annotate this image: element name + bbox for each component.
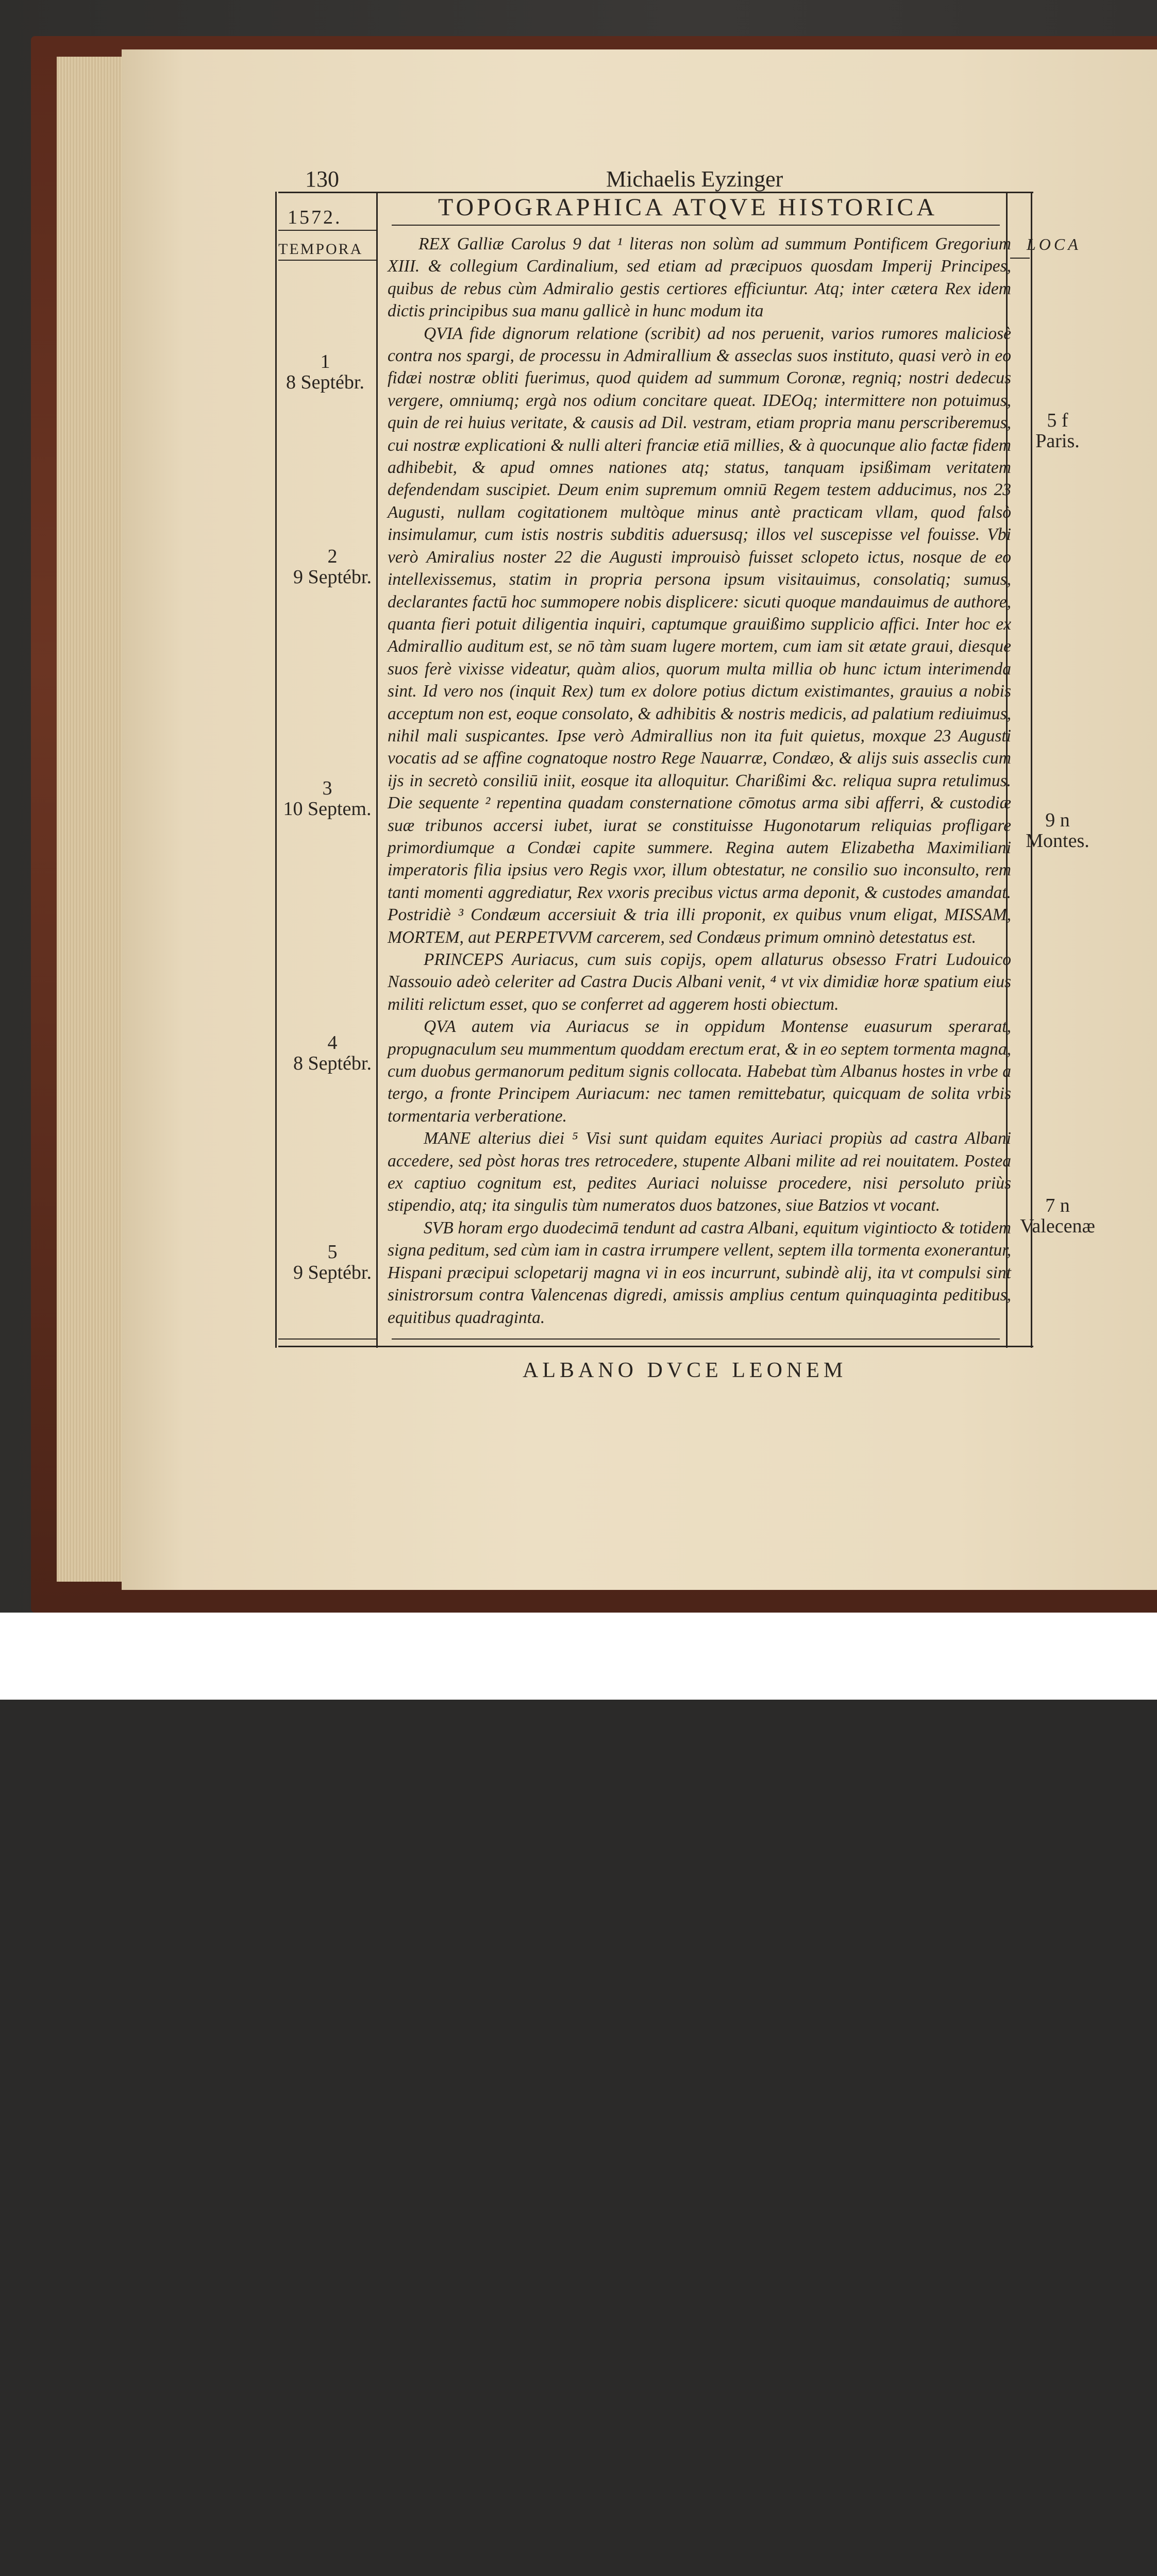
note-number: 7 n xyxy=(1045,1195,1070,1216)
place-text: Valecenæ xyxy=(1020,1215,1095,1237)
paragraph: QVA autem via Auriacus se in oppidum Montense euasurum sperarat, propugnaculum seu mummentum quoddam erectum erat, & in eo septem tormenta magna, cum duobus germanorum peditum signis collocata. Habebat tùm Albanus hostes in vrbe a tergo, a fronte Principem Auriacum: nec tamen remittebatur, quicquam de solita vrbis tormentaria verberatione. xyxy=(388,1017,1011,1126)
body-text xyxy=(388,233,1011,1329)
page-number: 130 xyxy=(305,166,339,192)
tempora-rule xyxy=(278,260,376,261)
date-text: 8 Septébr. xyxy=(286,371,364,393)
loca-rule xyxy=(1010,258,1030,259)
running-head-author: Michaelis Eyzinger xyxy=(606,166,783,192)
year-rule xyxy=(278,230,376,231)
year-label: 1572. xyxy=(288,207,342,228)
margin-date xyxy=(271,351,379,393)
margin-date xyxy=(278,546,387,587)
right-border xyxy=(1031,192,1032,1348)
date-text: 10 Septem. xyxy=(283,798,372,820)
body-bottom-rule xyxy=(392,1338,1000,1340)
paragraph: QVIA fide dignorum relatione (scribit) ad nos peruenit, varios rumores maliciosè contra nos spargi, de processu in Admirallium & asseclas suos instituto, quasi verò in eo fidæi nostræ obliti fuerimus, quod quidem ad summum Coronæ, regniq; nostri dedecus vergere, omniumq; ergà nos odium concitare queat. IDEOq; intermittere non potuimus, quin de rei huius veritate, & causis ad Dil. vestram, etiam propria manu perscriberemus, cui nostræ explicationi & nulli alteri franciæ etiā millies, & à quocunque alio factæ fidem adhibebit, & apud omnes nationes atq; status, tanquam ipsißimam veritatem defendendam suscipiet. Deum enim supremum omniū Regem testem adducimus, nos 23 Augusti, nullam cogitationem multòque minus antè practicam vllam, quod falsò insimulamur, cum istis nostris subditis aduersusq; illos vel suscepisse vel fouisse. Vbi verò Amiralius noster 22 die Augusti improuisò fuisset sclopeto ictus, nosque de eo intellexissemus, statim in propria persona ipsum visitauimus, consolatiq; sumus, declarantes factū hoc summopere nobis displicere: sicuti quoque mandauimus de authore, quanta fieri potuit diligentia inquiri, captumque grauißimo supplicio affici. Inter hoc ex Admirallio auditum est, se nō tàm suam lugere mortem, cum iam sit ætate graui, diesque suos ferè vixisse videatur, quàm alios, quorum multa millia ob hunc ictum interimenda sint. Id vero nos (inquit Rex) tum ex dolore potius dictum existimantes, grauius a nobis acceptum non est, eoque consolato, & adhibitis & nostris medicis, ad palatium rediuimus, nihil mali suspicantes. Ipse verò Admirallius non ita fuit quietus, moxque 23 Augusti vocatis ad se affine cognatoque nostro Rege Nauarræ, Condæo, & alijs suis asseclis cum ijs in secretò consiliū iniit, eosque ita alloquitur. Charißimi &c. reliqua supra retulimus. Die sequente ² repentina quadam consternatione cōmotus arma sibi afferri, & custodiæ suæ tribunos accersi iubet, iurat se constituisse Hugonotarum reliquias profligare primordiumque a Condæi capite summere. Regina autem Elizabetha Maximiliani imperatoris filia ipsius vero Regis vxor, illum obtestatur, ne consilio suo inconsulto, rem tanti momenti aggrediatur, Rex vxoris precibus victus arma deponit, & custodes amandat. Postridiè ³ Condæum accersiuit & tria illi proponit, ex quibus vnum eligat, MISSAM, MORTEM, aut PERPETVVM carcerem, sed Condæus primum omninò detestatus est. xyxy=(388,324,1011,947)
margin-place xyxy=(1016,810,1099,851)
viewer-info-bar xyxy=(0,1613,1157,1700)
margin-place xyxy=(1016,410,1099,451)
tempora-column-label: TEMPORA xyxy=(278,241,363,258)
place-text: Montes. xyxy=(1026,830,1089,852)
margin-date xyxy=(278,1032,387,1074)
place-text: Paris. xyxy=(1035,430,1080,452)
paragraph: PRINCEPS Auriacus, cum suis copijs, opem allaturus obsesso Fratri Ludouico Nassouio adeò celeriter ad Castra Ducis Albani venit, ⁴ vt vix dimidiæ horæ spatium eius militi relictum esset, quo se conferret ad aggerem hosti obiectum. xyxy=(388,950,1011,1014)
note-number: 5 f xyxy=(1047,410,1068,431)
note-number: 3 xyxy=(322,777,332,799)
catchline: ALBANO DVCE LEONEM xyxy=(523,1359,847,1382)
paragraph: SVB horam ergo duodecimā tendunt ad castra Albani, equitum vigintiocto & totidem signa peditum, sed cùm iam in castra irrumpere vellent, septem illa tormenta exonerantur, Hispani præcipui sclopetarij magna vi in eos incurrunt, subindè alij, ita vt compulsi sint sinistrorsum contra Valencenas digredi, amissis amplius centum quinquaginta peditibus, equitibus quadraginta. xyxy=(388,1218,1011,1327)
margin-date xyxy=(273,778,381,819)
date-text: 9 Septébr. xyxy=(293,1262,372,1283)
title-rule xyxy=(392,225,1000,226)
margin-date xyxy=(278,1242,387,1283)
note-number: 1 xyxy=(320,351,330,372)
note-number: 5 xyxy=(327,1241,338,1263)
note-number: 4 xyxy=(327,1032,338,1054)
loca-column-label: LOCA xyxy=(1027,235,1081,253)
paragraph: MANE alterius diei ⁵ Visi sunt quidam equites Auriaci propiùs ad castra Albani accedere, sed pòst horas tres retrocedere, stupente Albani milite ad rei nouitatem. Postea ex captiuo cognitum est, pedites Auriaci noluisse procedere, nisi persoluto priùs stipendio, atq; ita singulis tùm numeratos duos batzones, siue Batzios vt vocant. xyxy=(388,1129,1011,1215)
date-text: 9 Septébr. xyxy=(293,566,372,588)
page-title: TOPOGRAPHICA ATQVE HISTORICA xyxy=(438,194,937,221)
date-text: 8 Septébr. xyxy=(293,1053,372,1074)
note-number: 2 xyxy=(327,546,338,567)
paragraph: REX Galliæ Carolus 9 dat ¹ literas non solùm ad summum Pontificem Gregorium XIII. & collegium Cardinalium, sed etiam ad præcipuos quosdam Imperij Principes, quibus de rebus cùm Admiralio gestis certiores efficiuntur. Atq; inter cætera Rex idem dictis principibus sua manu gallicè in hunc modum ita xyxy=(388,234,1011,321)
tempora-bottom-rule xyxy=(278,1338,376,1340)
note-number: 9 n xyxy=(1045,809,1070,831)
bottom-rule xyxy=(278,1346,1033,1347)
margin-place xyxy=(1016,1195,1099,1236)
page-stack-edge xyxy=(57,57,129,1582)
